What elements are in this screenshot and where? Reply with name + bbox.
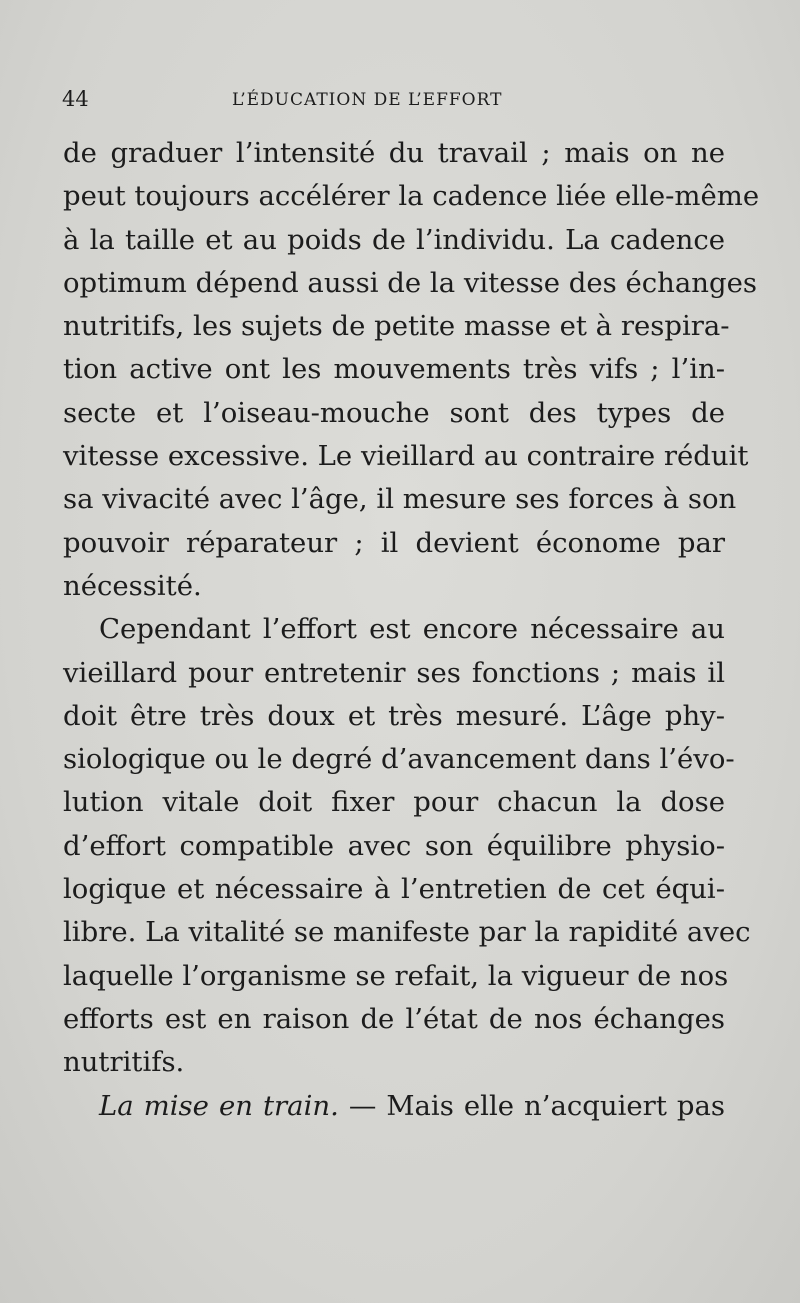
text-line: laquelle l’organisme se refait, la vigueur de nos: [63, 959, 729, 992]
text-line: lution vitale doit fixer pour chacun la dose: [63, 786, 725, 819]
text-line: siologique ou le degré d’avancement dans l’évo-: [63, 743, 735, 776]
text-line: vieillard pour entretenir ses fonctions ; mais il: [63, 656, 725, 689]
text-line: secte et l’oiseau-mouche sont des types de: [63, 396, 725, 429]
text-line: efforts est en raison de l’état de nos échanges: [63, 1002, 725, 1035]
text-line: libre. La vitalité se manifeste par la rapidité avec: [63, 916, 751, 949]
section-lead-rest: — Mais elle n’acquiert pas: [338, 1089, 726, 1122]
text-line-section-start: [63, 1085, 725, 1128]
text-line: nutritifs.: [63, 1046, 185, 1079]
text-line: d’effort compatible avec son équilibre physio-: [63, 829, 725, 862]
text-line: logique et nécessaire à l’entretien de cet équi-: [63, 873, 725, 906]
page-header: [62, 86, 722, 116]
text-line: doit être très doux et très mesuré. L’âge phy-: [63, 699, 725, 732]
text-line: optimum dépend aussi de la vitesse des échanges: [63, 266, 757, 299]
text-line: Cependant l’effort est encore nécessaire au: [99, 613, 725, 646]
text-line: nutritifs, les sujets de petite masse et à respira-: [63, 310, 730, 343]
body-text: [63, 132, 760, 1128]
section-lead-italic: La mise en train.: [99, 1089, 339, 1122]
text-line: peut toujours accélérer la cadence liée elle-même: [63, 180, 760, 213]
text-line: nécessité.: [63, 569, 202, 602]
text-line: sa vivacité avec l’âge, il mesure ses forces à son: [63, 483, 737, 516]
text-line: à la taille et au poids de l’individu. La cadence: [63, 223, 725, 256]
page-number: 44: [62, 87, 89, 111]
text-line: tion active ont les mouvements très vifs ; l’in-: [63, 353, 725, 386]
text-line: pouvoir réparateur ; il devient économe par: [63, 526, 725, 559]
text-line: vitesse excessive. Le vieillard au contraire réduit: [63, 440, 749, 473]
text-line: de graduer l’intensité du travail ; mais on ne: [63, 137, 725, 169]
running-title: L’ÉDUCATION DE L’EFFORT: [232, 90, 503, 110]
